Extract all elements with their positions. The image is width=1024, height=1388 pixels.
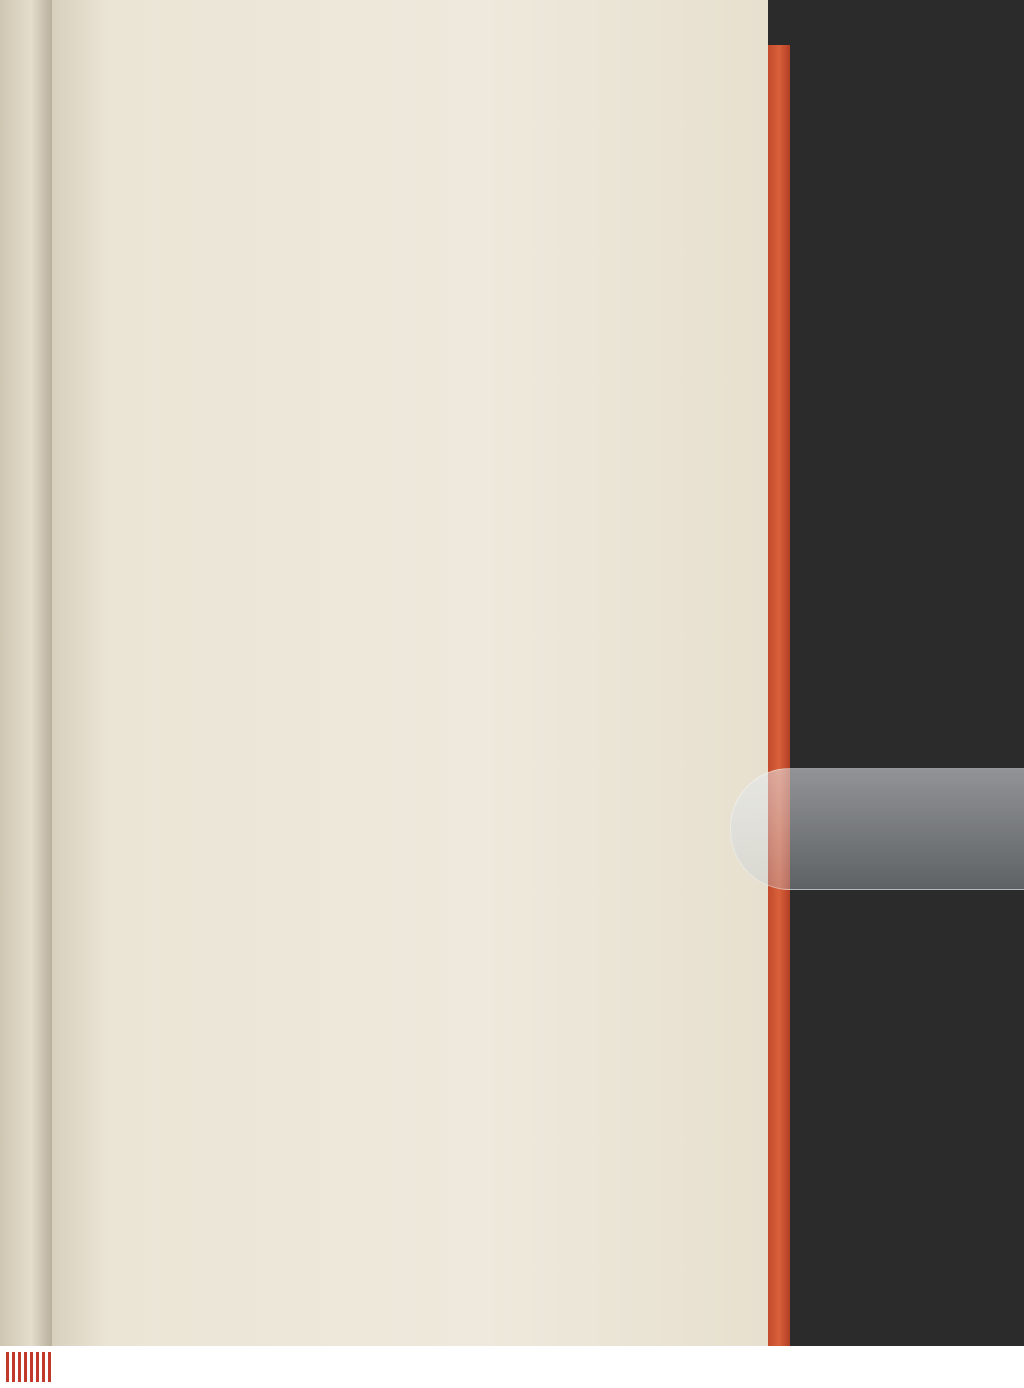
page-clip (730, 768, 1024, 890)
footer-bar (0, 1346, 1024, 1388)
page-edge (768, 45, 790, 1346)
barcode-icon (6, 1352, 52, 1382)
left-page-fragment (0, 0, 52, 1346)
book-page (52, 0, 768, 1346)
